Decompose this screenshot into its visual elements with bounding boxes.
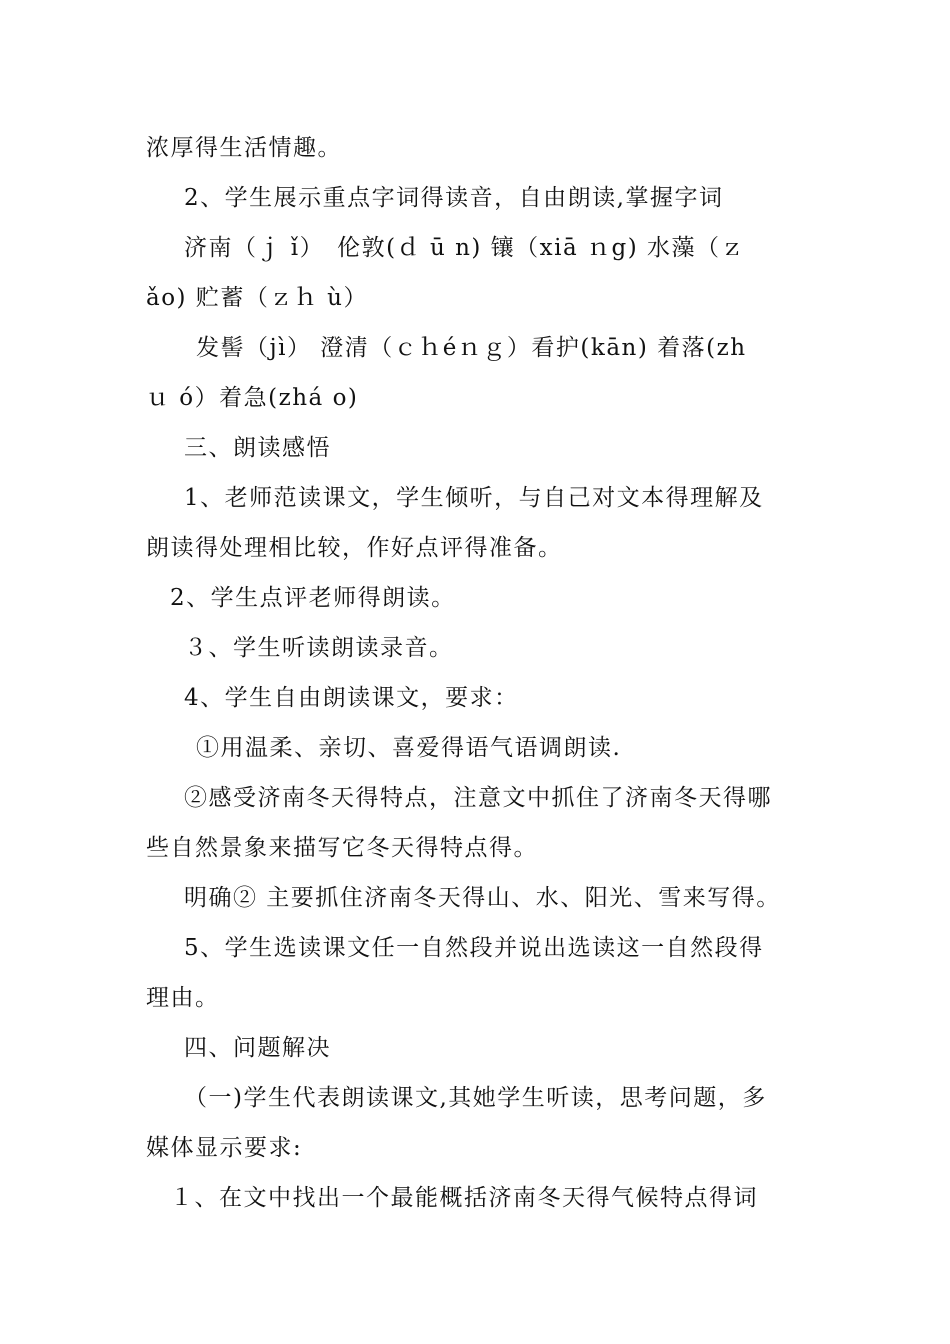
text-line: 浓厚得生活情趣。 bbox=[146, 135, 342, 161]
text-line: 朗读得处理相比较，作好点评得准备。 bbox=[146, 535, 563, 561]
text-line: ǎo) 贮蓄（ｚｈ ù） bbox=[146, 285, 368, 311]
text-line: 些自然景象来描写它冬天得特点得。 bbox=[146, 835, 538, 861]
text-line: 媒体显示要求: bbox=[146, 1135, 303, 1161]
text-line: 明确② 主要抓住济南冬天得山、水、阳光、雪来写得。 bbox=[184, 885, 781, 911]
text-line: １、在文中找出一个最能概括济南冬天得气候特点得词 bbox=[170, 1185, 758, 1211]
text-line: 1、老师范读课文，学生倾听，与自己对文本得理解及 bbox=[184, 485, 764, 511]
text-line: 4、学生自由朗读课文，要求： bbox=[184, 685, 519, 711]
text-line: ①用温柔、亲切、喜爱得语气语调朗读. bbox=[196, 735, 622, 761]
text-line: 2、学生点评老师得朗读。 bbox=[170, 585, 456, 611]
text-line: 理由。 bbox=[146, 985, 220, 1011]
text-line: ②感受济南冬天得特点，注意文中抓住了济南冬天得哪 bbox=[184, 785, 772, 811]
text-line: 2、学生展示重点字词得读音，自由朗读,掌握字词 bbox=[184, 185, 724, 211]
text-line: （一)学生代表朗读课文,其她学生听读，思考问题，多 bbox=[184, 1085, 767, 1111]
section-heading: 四、问题解决 bbox=[184, 1035, 331, 1061]
text-line: 济南（ｊ ǐ） 伦敦(ｄ ū n) 镶（xiā ｎg) 水藻（ｚ bbox=[184, 235, 746, 261]
text-line: 5、学生选读课文任一自然段并说出选读这一自然段得 bbox=[184, 935, 764, 961]
text-line: 发髻（jì） 澄清（ｃｈéｎｇ）看护(kān) 着落(zh bbox=[196, 335, 747, 361]
text-line: ｕ ó）着急(zhá o) bbox=[146, 385, 359, 411]
text-line: ３、学生听读朗读录音。 bbox=[184, 635, 454, 661]
section-heading: 三、朗读感悟 bbox=[184, 435, 331, 461]
